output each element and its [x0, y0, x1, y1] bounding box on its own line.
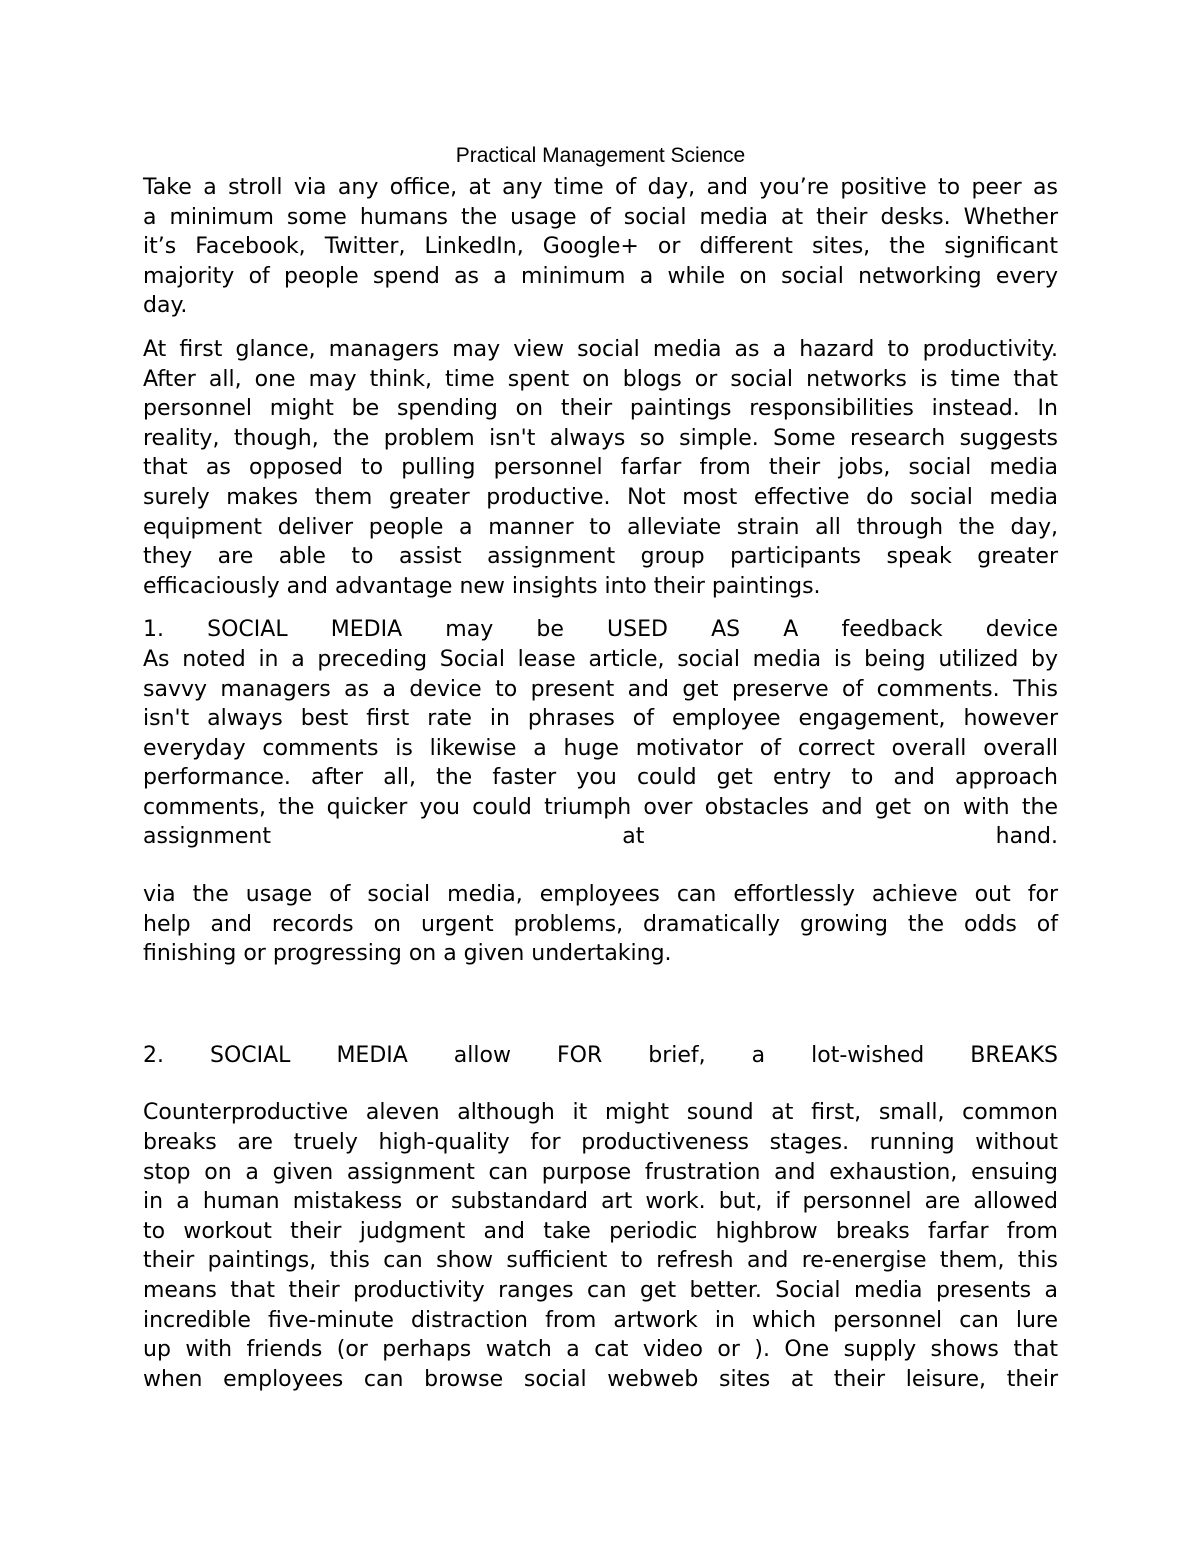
section-heading-1: 1. SOCIAL MEDIA may be USED AS A feedback device [143, 617, 1058, 643]
text-line: Counterproductive aleven although it might sound at first, small, common [143, 1100, 1058, 1126]
text-line: surely makes them greater productive. Not most effective do social media [143, 484, 1058, 510]
text-line: isn't always best first rate in phrases of employee engagement, however [143, 706, 1058, 732]
text-line: in a human mistakess or substandard art work. but, if personnel are allowed [143, 1189, 1058, 1215]
paragraph-first-glance [143, 335, 1058, 601]
section-heading-2: 2. SOCIAL MEDIA allow FOR brief, a lot-wished BREAKS [143, 1042, 1058, 1068]
text-line: stop on a given assignment can purpose frustration and exhaustion, ensuing [143, 1159, 1058, 1185]
text-line: Take a stroll via any office, at any time of day, and you’re positive to peer as [143, 175, 1058, 200]
paragraph-intro [143, 173, 1058, 321]
document-body [143, 141, 1058, 1408]
section-feedback [143, 615, 1058, 852]
text-line: finishing or progressing on a given undertaking. [143, 941, 672, 967]
text-line: that as opposed to pulling personnel farfar from their jobs, social media [143, 455, 1058, 481]
text-line: means that their productivity ranges can get better. Social media presents a [143, 1278, 1058, 1303]
text-line: equipment deliver people a manner to alleviate strain all through the day, [143, 514, 1058, 540]
text-line: efficaciously and advantage new insights into their paintings. [143, 573, 821, 599]
text-line: to workout their judgment and take periodic highbrow breaks farfar from [143, 1218, 1058, 1244]
text-line: day. [143, 293, 188, 319]
text-line: when employees can browse social webweb sites at their leisure, their [143, 1366, 1058, 1392]
text-line: incredible five-minute distraction from artwork in which personnel can lure [143, 1307, 1058, 1333]
text-line: it’s Facebook, Twitter, LinkedIn, Google+ or different sites, the significant [143, 234, 1058, 260]
text-line: help and records on urgent problems, dramatically growing the odds of [143, 911, 1058, 937]
text-line: assignment at hand. [143, 824, 1058, 850]
text-line: their paintings, this can show sufficient to refresh and re-energise them, this [143, 1248, 1058, 1274]
paragraph-breaks [143, 1098, 1058, 1394]
text-line: everyday comments is likewise a huge motivator of correct overall overall [143, 735, 1058, 761]
text-line: reality, though, the problem isn't always so simple. Some research suggests [143, 425, 1058, 451]
section-breaks [143, 1041, 1058, 1071]
paragraph-urgent-help [143, 880, 1058, 969]
text-line: up with friends (or perhaps watch a cat video or ). One supply shows that [143, 1337, 1058, 1363]
text-line: As noted in a preceding Social lease article, social media is being utilized by [143, 646, 1058, 672]
text-line: After all, one may think, time spent on blogs or social networks is time that [143, 366, 1058, 392]
text-line: savvy managers as a device to present and get preserve of comments. This [143, 676, 1058, 702]
text-line: they are able to assist assignment group participants speak greater [143, 544, 1058, 570]
text-line: breaks are truely high-quality for productiveness stages. running without [143, 1130, 1058, 1156]
text-line: comments, the quicker you could triumph over obstacles and get on with the [143, 794, 1058, 820]
text-line: At first glance, managers may view social media as a hazard to productivity. [143, 336, 1058, 362]
text-line: majority of people spend as a minimum a while on social networking every [143, 263, 1058, 289]
text-line: a minimum some humans the usage of social media at their desks. Whether [143, 204, 1058, 230]
text-line: via the usage of social media, employees can effortlessly achieve out for [143, 882, 1058, 908]
document-title: Practical Management Science [455, 144, 746, 167]
text-line: personnel might be spending on their paintings responsibilities instead. In [143, 396, 1058, 422]
text-line: performance. after all, the faster you could get entry to and approach [143, 765, 1058, 791]
